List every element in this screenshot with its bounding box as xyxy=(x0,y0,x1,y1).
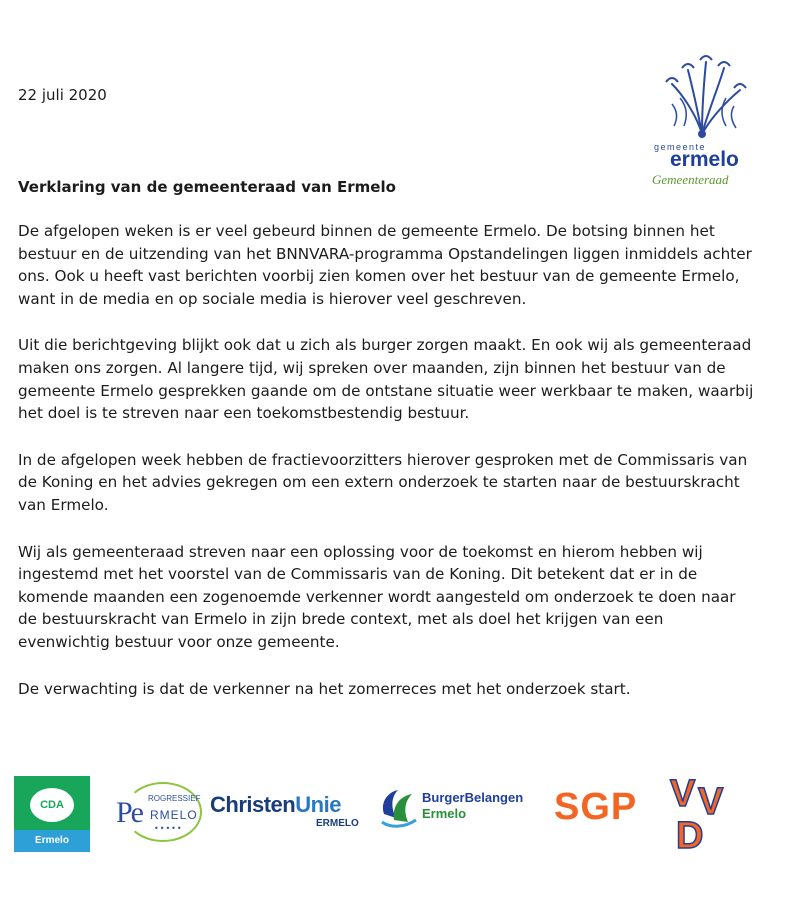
christenunie-name xyxy=(210,792,341,818)
christenunie-name-part2: Unie xyxy=(295,792,341,817)
burgerbelangen-swoosh-icon xyxy=(378,784,420,830)
progressief-place: RMELO xyxy=(150,808,198,822)
paragraph: Uit die berichtgeving blijkt ook dat u zich als burger zorgen maakt. En ook wij als gemeenteraad maken ons zorgen. Al langere tijd, wij spreken over maanden, zijn binnen het bestuur van de gemeente Ermelo gesprekken gaande om de ontstane situatie weer werkbaar te maken, waarbij het doel is te streven naar een toekomstbestendig bestuur. xyxy=(18,336,754,423)
vvd-logo xyxy=(668,770,742,850)
burgerbelangen-name: BurgerBelangen xyxy=(422,790,524,805)
peacock-feathers-icon xyxy=(652,54,752,144)
cda-oval xyxy=(30,788,74,822)
burgerbelangen-logo xyxy=(378,784,548,834)
paragraph: De verwachting is dat de verkenner na het zomerreces met het onderzoek start. xyxy=(18,679,631,698)
logo-gemeenteraad-text: Gemeenteraad xyxy=(652,172,729,187)
svg-text:D: D xyxy=(676,815,704,850)
sgp-logo: SGP xyxy=(554,786,638,828)
progressief-initials: Pe xyxy=(116,796,142,829)
logo-gemeente-text: gemeente xyxy=(654,142,707,152)
progressief-ermelo-logo xyxy=(116,782,202,842)
progressief-top-text: ROGRESSIEF xyxy=(148,794,201,803)
christenunie-logo xyxy=(210,792,359,829)
statement-body xyxy=(18,220,758,724)
christenunie-name-part1: Christen xyxy=(210,792,296,817)
svg-text:V: V xyxy=(698,781,724,823)
paragraph: Wij als gemeenteraad streven naar een oplossing voor de toekomst en hierom hebben wij ingestemd met het voorstel van de Commissaris van de Koning. Dit betekent dat er in de komende maanden een zogenoemde verkenner wordt aangesteld om onderzoek te doen naar de bestuurskracht van Ermelo in zijn brede context, met als doel het krijgen van een evenwichtig bestuur voor onze gemeente. xyxy=(18,542,736,651)
logo-ermelo-text: ermelo xyxy=(670,148,739,171)
svg-text:V: V xyxy=(670,773,696,815)
christenunie-place: ERMELO xyxy=(316,818,359,829)
cda-logo xyxy=(14,776,90,852)
vvd-mark-icon xyxy=(668,770,742,850)
paragraph: De afgelopen weken is er veel gebeurd binnen de gemeente Ermelo. De botsing binnen het bestuur en de uitzending van het BNNVARA-programma Opstandelingen liggen inmiddels achter ons. Ook u heeft vast berichten voorbij zien komen over het bestuur van de gemeente Ermelo, want in de media en op sociale media is hierover veel geschreven. xyxy=(18,222,752,308)
cda-name: CDA xyxy=(40,799,64,811)
gemeente-ermelo-logo xyxy=(640,54,770,194)
progressief-dots: ••••• xyxy=(154,824,183,833)
burgerbelangen-place: Ermelo xyxy=(422,806,467,821)
document-title: Verklaring van de gemeenteraad van Ermelo xyxy=(18,178,396,196)
date: 22 juli 2020 xyxy=(18,86,107,104)
paragraph: In de afgelopen week hebben de fractievoorzitters hierover gesproken met de Commissaris van de Koning en het advies gekregen om een extern onderzoek te starten naar de bestuurskracht van Ermelo. xyxy=(18,450,748,514)
party-logos xyxy=(0,760,800,870)
cda-place: Ermelo xyxy=(14,830,90,852)
